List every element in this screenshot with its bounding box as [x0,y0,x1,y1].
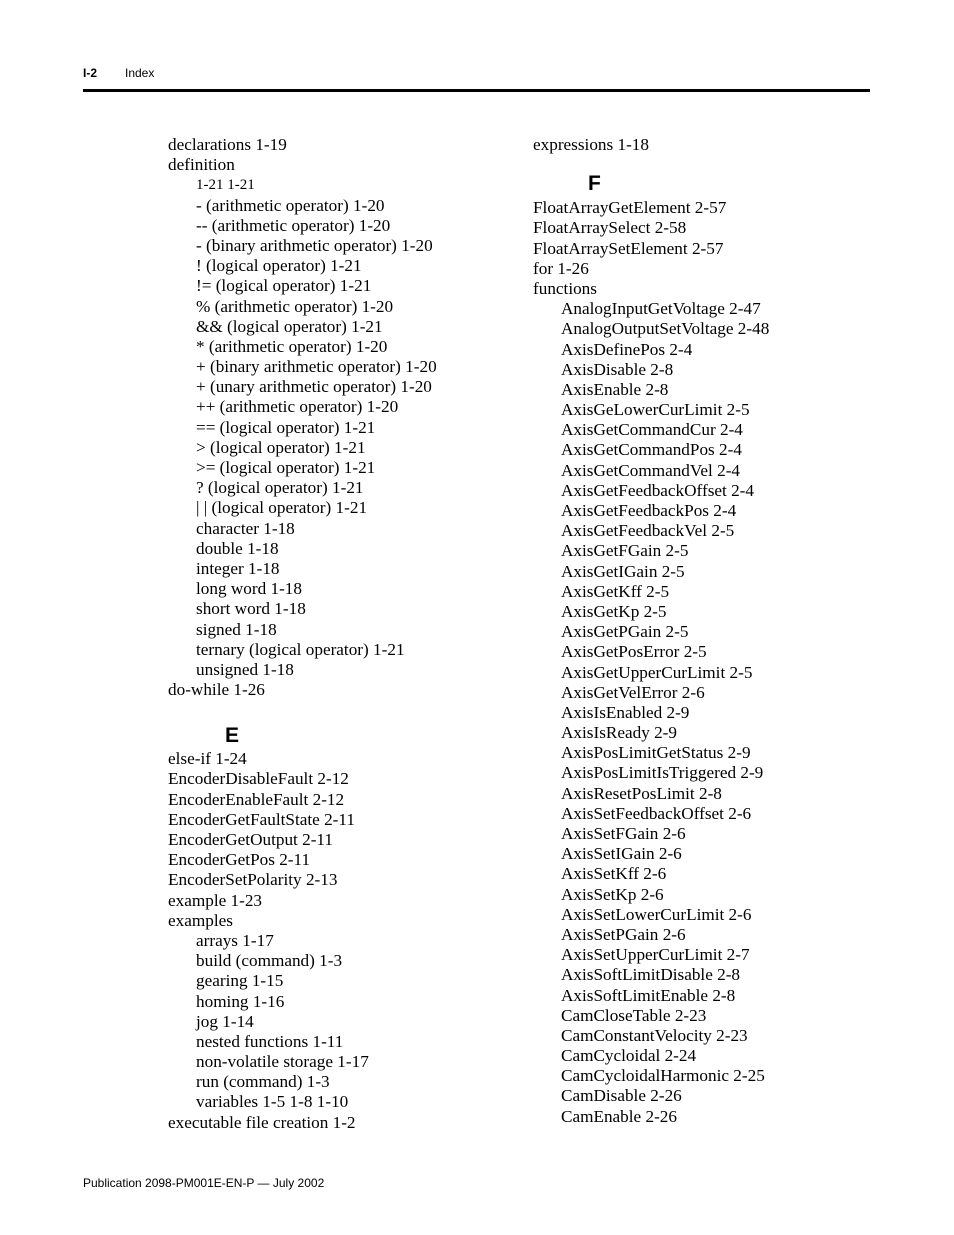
index-subentry: AxisGetFGain 2-5 [561,541,689,561]
index-entry: EncoderEnableFault 2-12 [168,789,345,809]
index-subentry: character 1-18 [196,518,295,538]
index-subentry: homing 1-16 [196,991,285,1011]
index-subentry: 1-21 1-21 [196,177,255,194]
index-subentry: short word 1-18 [196,599,306,619]
index-subentry: AxisPosLimitGetStatus 2-9 [561,743,751,763]
entry-group-f [533,198,873,1127]
index-subentry: AxisEnable 2-8 [561,379,669,399]
index-subentry: AxisSetLowerCurLimit 2-6 [561,904,752,924]
index-column-right [533,135,873,1127]
index-subentry: | | (logical operator) 1-21 [196,498,368,518]
index-entry: declarations 1-19 [168,135,287,154]
index-subentry: ++ (arithmetic operator) 1-20 [196,397,399,417]
index-subentry: AxisGetCommandPos 2-4 [561,440,742,460]
index-subentry: AxisDefinePos 2-4 [561,339,693,359]
index-subentry: AxisSetKp 2-6 [561,884,664,904]
index-subentry: AnalogOutputSetVoltage 2-48 [561,319,770,339]
letter-heading-e: E [225,724,240,748]
index-subentry: -- (arithmetic operator) 1-20 [196,215,391,235]
index-subentry: variables 1-5 1-8 1-10 [196,1092,349,1112]
index-subentry: AxisGetFeedbackOffset 2-4 [561,480,754,500]
index-subentry: AxisResetPosLimit 2-8 [561,783,722,803]
section-title: Index [125,66,155,80]
index-subentry: AxisGetFeedbackVel 2-5 [561,521,735,541]
index-subentry: AxisSoftLimitEnable 2-8 [561,985,736,1005]
entry-group-d [168,135,508,700]
index-subentry: AxisGeLowerCurLimit 2-5 [561,400,750,420]
index-subentry: CamCloseTable 2-23 [561,1005,707,1025]
index-subentry: double 1-18 [196,538,279,558]
page-number: I-2 [83,66,98,80]
index-subentry: integer 1-18 [196,558,280,578]
index-subentry: run (command) 1-3 [196,1072,330,1092]
index-subentry: CamCycloidal 2-24 [561,1046,697,1066]
index-subentry: ! (logical operator) 1-21 [196,256,362,276]
index-subentry: AxisGetIGain 2-5 [561,561,685,581]
index-subentry: AxisGetFeedbackPos 2-4 [561,501,737,520]
index-subentry: AxisGetUpperCurLimit 2-5 [561,662,753,682]
index-subentry: > (logical operator) 1-21 [196,437,366,457]
index-subentry: - (binary arithmetic operator) 1-20 [196,235,433,255]
index-entry: FloatArraySelect 2-58 [533,218,687,238]
index-entry: for 1-26 [533,258,589,278]
index-subentry: * (arithmetic operator) 1-20 [196,336,388,356]
index-subentry: nested functions 1-11 [196,1031,344,1051]
index-column-left [168,135,508,1133]
index-subentry: AnalogInputGetVoltage 2-47 [561,299,761,319]
index-subentry: != (logical operator) 1-21 [196,276,372,296]
index-subentry: - (arithmetic operator) 1-20 [196,195,385,215]
index-subentry: && (logical operator) 1-21 [196,316,383,336]
index-subentry: ? (logical operator) 1-21 [196,478,364,498]
index-entry: executable file creation 1-2 [168,1112,356,1132]
index-entry: else-if 1-24 [168,749,247,769]
index-subentry: + (unary arithmetic operator) 1-20 [196,377,432,397]
index-subentry: AxisIsReady 2-9 [561,723,677,743]
index-subentry: % (arithmetic operator) 1-20 [196,296,394,316]
index-entry: definition [168,155,235,175]
index-subentry: non-volatile storage 1-17 [196,1052,369,1072]
index-entry: examples [168,910,233,930]
index-subentry: arrays 1-17 [196,930,274,950]
index-subentry: build (command) 1-3 [196,951,343,971]
index-subentry: AxisSetUpperCurLimit 2-7 [561,945,750,965]
page-header [0,0,954,100]
index-subentry: AxisIsEnabled 2-9 [561,702,690,722]
index-subentry: AxisSetIGain 2-6 [561,844,682,864]
index-subentry: AxisSetPGain 2-6 [561,924,686,944]
index-entry: FloatArrayGetElement 2-57 [533,198,727,218]
entry-group-e-continued [533,135,873,155]
index-entry: do-while 1-26 [168,680,265,700]
index-entry: EncoderSetPolarity 2-13 [168,870,338,890]
index-subentry: AxisGetCommandCur 2-4 [561,420,743,440]
index-subentry: AxisSoftLimitDisable 2-8 [561,965,741,985]
index-subentry: >= (logical operator) 1-21 [196,458,376,477]
header-rule [83,89,870,92]
index-subentry: AxisGetCommandVel 2-4 [561,460,741,480]
index-subentry: AxisSetFeedbackOffset 2-6 [561,803,752,823]
index-subentry: AxisSetKff 2-6 [561,864,667,884]
index-subentry: AxisDisable 2-8 [561,359,674,379]
index-entry: EncoderGetOutput 2-11 [168,830,333,849]
index-entry: example 1-23 [168,890,263,910]
index-entry: expressions 1-18 [533,135,649,154]
index-subentry: AxisGetVelError 2-6 [561,682,705,702]
entry-group-e [168,749,508,1133]
index-subentry: + (binary arithmetic operator) 1-20 [196,357,437,377]
index-entry: EncoderDisableFault 2-12 [168,769,349,789]
index-subentry: AxisPosLimitIsTriggered 2-9 [561,763,764,783]
index-subentry: CamEnable 2-26 [561,1106,677,1126]
index-subentry: AxisGetKp 2-5 [561,601,667,621]
index-subentry: AxisSetFGain 2-6 [561,824,686,843]
index-entry: EncoderGetPos 2-11 [168,850,311,870]
index-subentry: unsigned 1-18 [196,659,294,679]
index-subentry: AxisGetPosError 2-5 [561,642,707,662]
index-subentry: CamCycloidalHarmonic 2-25 [561,1066,765,1086]
index-subentry: signed 1-18 [196,619,277,639]
publication-footer: Publication 2098-PM001E-EN-P — July 2002 [83,1176,325,1190]
index-subentry: jog 1-14 [196,1011,254,1031]
index-subentry: AxisGetPGain 2-5 [561,622,689,642]
index-subentry: CamConstantVelocity 2-23 [561,1025,748,1045]
index-subentry: AxisGetKff 2-5 [561,581,670,601]
index-subentry: long word 1-18 [196,579,302,599]
index-entry: functions [533,278,597,298]
index-entry: FloatArraySetElement 2-57 [533,238,724,258]
index-subentry: ternary (logical operator) 1-21 [196,639,405,659]
index-subentry: gearing 1-15 [196,971,284,991]
index-subentry: == (logical operator) 1-21 [196,417,376,437]
letter-heading-f: F [588,172,601,196]
index-subentry: CamDisable 2-26 [561,1086,682,1106]
index-entry: EncoderGetFaultState 2-11 [168,809,355,829]
